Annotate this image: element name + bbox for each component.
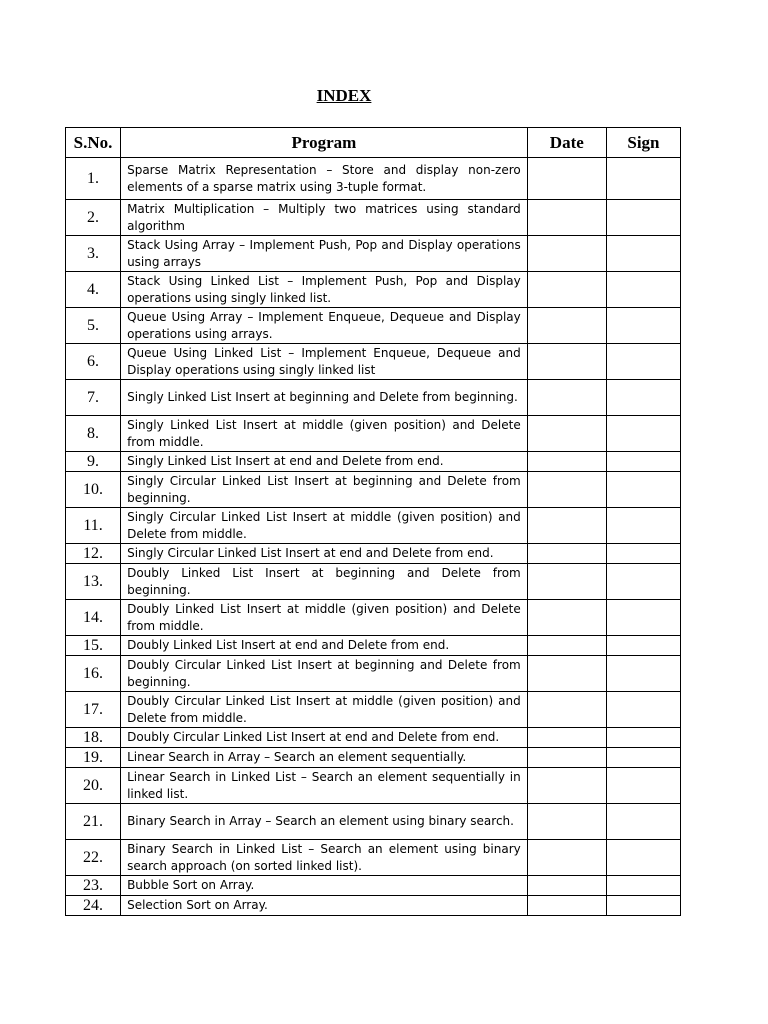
row-program-name: Doubly Circular Linked List Insert at beginning and Delete from beginning. [121, 656, 528, 692]
table-row [66, 416, 681, 452]
row-program-name: Stack Using Linked List – Implement Push, Pop and Display operations using singly linked list. [121, 272, 528, 308]
table-row [66, 768, 681, 804]
row-serial-number: 17. [66, 692, 121, 728]
row-program-name: Doubly Linked List Insert at middle (given position) and Delete from middle. [121, 600, 528, 636]
row-sign-cell [606, 544, 680, 564]
row-date-cell [527, 236, 606, 272]
column-header-sno: S.No. [66, 128, 121, 158]
table-row [66, 544, 681, 564]
row-program-name: Singly Circular Linked List Insert at end and Delete from end. [121, 544, 528, 564]
row-date-cell [527, 600, 606, 636]
row-date-cell [527, 768, 606, 804]
row-program-name: Doubly Circular Linked List Insert at end and Delete from end. [121, 728, 528, 748]
table-row [66, 158, 681, 200]
index-table-body [66, 158, 681, 916]
row-serial-number: 24. [66, 896, 121, 916]
row-sign-cell [606, 472, 680, 508]
row-sign-cell [606, 508, 680, 544]
row-serial-number: 18. [66, 728, 121, 748]
table-row [66, 728, 681, 748]
row-program-name: Queue Using Array – Implement Enqueue, Dequeue and Display operations using arrays. [121, 308, 528, 344]
row-program-name: Doubly Circular Linked List Insert at middle (given position) and Delete from middle. [121, 692, 528, 728]
row-date-cell [527, 344, 606, 380]
row-date-cell [527, 308, 606, 344]
row-serial-number: 6. [66, 344, 121, 380]
column-header-date: Date [527, 128, 606, 158]
table-row [66, 380, 681, 416]
table-row [66, 636, 681, 656]
table-row [66, 600, 681, 636]
row-program-name: Doubly Linked List Insert at end and Delete from end. [121, 636, 528, 656]
table-row [66, 508, 681, 544]
row-date-cell [527, 452, 606, 472]
table-row [66, 308, 681, 344]
row-date-cell [527, 748, 606, 768]
row-sign-cell [606, 768, 680, 804]
row-sign-cell [606, 692, 680, 728]
row-program-name: Matrix Multiplication – Multiply two matrices using standard algorithm [121, 200, 528, 236]
table-row [66, 656, 681, 692]
row-program-name: Stack Using Array – Implement Push, Pop and Display operations using arrays [121, 236, 528, 272]
row-sign-cell [606, 564, 680, 600]
row-date-cell [527, 896, 606, 916]
row-program-name: Singly Linked List Insert at middle (given position) and Delete from middle. [121, 416, 528, 452]
row-date-cell [527, 876, 606, 896]
row-program-name: Selection Sort on Array. [121, 896, 528, 916]
row-serial-number: 23. [66, 876, 121, 896]
row-serial-number: 5. [66, 308, 121, 344]
row-program-name: Queue Using Linked List – Implement Enqueue, Dequeue and Display operations using singly linked list [121, 344, 528, 380]
row-date-cell [527, 636, 606, 656]
row-date-cell [527, 472, 606, 508]
row-serial-number: 8. [66, 416, 121, 452]
row-sign-cell [606, 380, 680, 416]
table-row [66, 748, 681, 768]
row-date-cell [527, 804, 606, 840]
row-program-name: Doubly Linked List Insert at beginning and Delete from beginning. [121, 564, 528, 600]
row-sign-cell [606, 308, 680, 344]
row-program-name: Singly Circular Linked List Insert at middle (given position) and Delete from middle. [121, 508, 528, 544]
row-date-cell [527, 380, 606, 416]
table-row [66, 896, 681, 916]
row-program-name: Binary Search in Array – Search an element using binary search. [121, 804, 528, 840]
column-header-program: Program [121, 128, 528, 158]
row-serial-number: 14. [66, 600, 121, 636]
row-serial-number: 15. [66, 636, 121, 656]
row-sign-cell [606, 896, 680, 916]
row-sign-cell [606, 158, 680, 200]
row-sign-cell [606, 272, 680, 308]
row-serial-number: 22. [66, 840, 121, 876]
row-program-name: Singly Linked List Insert at end and Delete from end. [121, 452, 528, 472]
row-serial-number: 9. [66, 452, 121, 472]
row-sign-cell [606, 728, 680, 748]
row-date-cell [527, 158, 606, 200]
row-date-cell [527, 272, 606, 308]
row-serial-number: 10. [66, 472, 121, 508]
row-sign-cell [606, 416, 680, 452]
row-sign-cell [606, 656, 680, 692]
header-row [66, 128, 681, 158]
row-serial-number: 16. [66, 656, 121, 692]
row-sign-cell [606, 344, 680, 380]
row-date-cell [527, 200, 606, 236]
table-row [66, 840, 681, 876]
table-row [66, 236, 681, 272]
row-date-cell [527, 544, 606, 564]
row-date-cell [527, 728, 606, 748]
row-date-cell [527, 692, 606, 728]
row-date-cell [527, 416, 606, 452]
row-serial-number: 20. [66, 768, 121, 804]
row-program-name: Singly Circular Linked List Insert at beginning and Delete from beginning. [121, 472, 528, 508]
row-program-name: Sparse Matrix Representation – Store and display non-zero elements of a sparse matrix using 3-tuple format. [121, 158, 528, 200]
row-serial-number: 21. [66, 804, 121, 840]
row-serial-number: 1. [66, 158, 121, 200]
row-sign-cell [606, 876, 680, 896]
row-program-name: Singly Linked List Insert at beginning and Delete from beginning. [121, 380, 528, 416]
table-row [66, 804, 681, 840]
row-sign-cell [606, 452, 680, 472]
table-row [66, 692, 681, 728]
row-serial-number: 4. [66, 272, 121, 308]
row-program-name: Binary Search in Linked List – Search an element using binary search approach (on sorted linked list). [121, 840, 528, 876]
table-row [66, 452, 681, 472]
row-serial-number: 19. [66, 748, 121, 768]
page-title: INDEX [316, 86, 372, 105]
table-row [66, 472, 681, 508]
row-date-cell [527, 508, 606, 544]
row-program-name: Linear Search in Linked List – Search an element sequentially in linked list. [121, 768, 528, 804]
index-table [65, 127, 681, 916]
table-row [66, 564, 681, 600]
row-program-name: Linear Search in Array – Search an element sequentially. [121, 748, 528, 768]
row-serial-number: 13. [66, 564, 121, 600]
row-serial-number: 3. [66, 236, 121, 272]
column-header-sign: Sign [606, 128, 680, 158]
row-date-cell [527, 656, 606, 692]
row-sign-cell [606, 840, 680, 876]
row-date-cell [527, 564, 606, 600]
row-serial-number: 7. [66, 380, 121, 416]
row-serial-number: 2. [66, 200, 121, 236]
row-sign-cell [606, 636, 680, 656]
row-date-cell [527, 840, 606, 876]
table-row [66, 200, 681, 236]
table-row [66, 344, 681, 380]
row-serial-number: 11. [66, 508, 121, 544]
table-row [66, 272, 681, 308]
table-row [66, 876, 681, 896]
row-serial-number: 12. [66, 544, 121, 564]
row-sign-cell [606, 600, 680, 636]
row-sign-cell [606, 200, 680, 236]
row-sign-cell [606, 748, 680, 768]
row-sign-cell [606, 804, 680, 840]
row-program-name: Bubble Sort on Array. [121, 876, 528, 896]
row-sign-cell [606, 236, 680, 272]
